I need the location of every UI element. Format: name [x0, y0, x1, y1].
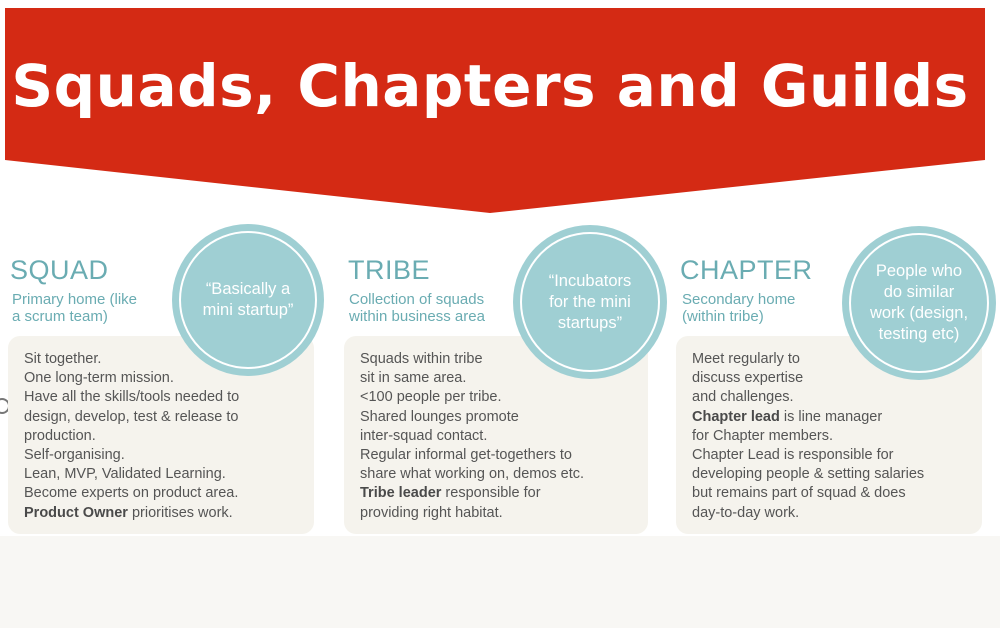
- card-line: [692, 388, 972, 407]
- card-line-text: discuss expertise: [692, 370, 804, 387]
- card-line: [360, 446, 638, 465]
- card-line-text: day-to-day work.: [692, 504, 800, 521]
- card-line: [692, 504, 972, 523]
- chapter-quote: [870, 261, 968, 345]
- card-line-text: is line manager: [779, 408, 883, 425]
- squad-quote: [203, 279, 294, 321]
- card-line-text: <100 people per tribe.: [360, 389, 502, 406]
- card-line: [24, 484, 304, 503]
- tribe-subtitle-line: Collection of squads: [349, 291, 485, 308]
- tribe-quote-line: “Incubators: [548, 271, 632, 290]
- chapter-quote-line: work (design,: [869, 304, 969, 322]
- card-line-text: Become experts on product area.: [24, 485, 239, 502]
- card-line: [360, 388, 638, 407]
- card-line-text: inter-squad contact.: [360, 427, 488, 444]
- chapter-subtitle-line: (within tribe): [682, 308, 764, 325]
- chapter-quote-line: testing etc): [878, 325, 960, 343]
- squad-quote-line: mini startup”: [202, 301, 294, 319]
- tribe-heading: TRIBE: [348, 255, 431, 285]
- card-line: [24, 504, 304, 523]
- card-line-text: for Chapter members.: [692, 427, 834, 444]
- chapter-quote-line: People who: [875, 262, 963, 280]
- card-line: [360, 427, 638, 446]
- squad-subtitle-line: Primary home (like: [12, 291, 138, 308]
- card-line: [24, 388, 304, 407]
- tribe-subtitle-line: within business area: [349, 308, 485, 325]
- card-line: [24, 408, 304, 427]
- squad-quote-line: “Basically a: [205, 280, 291, 298]
- footer-band: [0, 536, 1000, 628]
- card-line: [692, 446, 972, 465]
- chapter-heading: CHAPTER: [680, 255, 813, 285]
- chapter-quote-line: do similar: [883, 283, 955, 301]
- card-line-text: Self-organising.: [24, 447, 125, 464]
- card-line-emphasis: Chapter lead: [692, 408, 780, 425]
- squad-heading: SQUAD: [10, 255, 109, 285]
- card-line-text: Regular informal get-togethers to: [360, 447, 572, 464]
- chapter-subtitle-line: Secondary home: [682, 291, 796, 308]
- card-line-text: share what working on, demos etc.: [360, 466, 585, 483]
- card-line-text: Lean, MVP, Validated Learning.: [24, 466, 226, 483]
- card-line-text: but remains part of squad & does: [692, 485, 906, 502]
- squad-subtitle: [12, 291, 137, 325]
- card-line: [692, 408, 972, 427]
- tribe-quote-line: startups”: [557, 313, 623, 332]
- card-line: [360, 465, 638, 484]
- card-line: [360, 408, 638, 427]
- card-line-text: One long-term mission.: [24, 370, 174, 387]
- card-line-text: providing right habitat.: [360, 504, 503, 521]
- tribe-quote-line: for the mini: [549, 292, 631, 311]
- squad-quote-bubble: [172, 224, 324, 376]
- card-line-text: and challenges.: [692, 389, 794, 406]
- card-line-emphasis: Product Owner: [24, 504, 128, 521]
- card-line-text: Meet regularly to: [692, 351, 800, 367]
- card-line-text: prioritises work.: [127, 504, 233, 521]
- card-line-text: Chapter Lead is responsible for: [692, 447, 894, 464]
- chapter-subtitle: [682, 291, 795, 325]
- card-line-text: design, develop, test & release to: [24, 408, 239, 425]
- card-line: [692, 465, 972, 484]
- card-line: [24, 465, 304, 484]
- tribe-quote-bubble: [513, 225, 667, 379]
- card-line-emphasis: Tribe leader: [360, 485, 442, 502]
- card-line-text: Squads within tribe: [360, 351, 483, 367]
- page-title: Squads, Chapters and Guilds: [11, 52, 969, 120]
- card-line: [24, 427, 304, 446]
- card-line: [692, 484, 972, 503]
- tribe-subtitle: [349, 291, 485, 325]
- squad-card-text: [24, 350, 304, 523]
- card-line-text: responsible for: [441, 485, 541, 502]
- card-line-text: Shared lounges promote: [360, 408, 519, 425]
- card-line: [24, 446, 304, 465]
- card-line-text: production.: [24, 427, 96, 444]
- card-line: [360, 504, 638, 523]
- chapter-quote-bubble: [842, 226, 996, 380]
- card-line: [360, 484, 638, 503]
- tribe-quote: [549, 271, 632, 334]
- card-line: [692, 427, 972, 446]
- card-line-text: developing people & setting salaries: [692, 466, 925, 483]
- card-line-text: Sit together.: [24, 351, 102, 367]
- card-line-text: Have all the skills/tools needed to: [24, 389, 240, 406]
- squad-subtitle-line: a scrum team): [12, 308, 108, 325]
- card-line-text: sit in same area.: [360, 370, 467, 387]
